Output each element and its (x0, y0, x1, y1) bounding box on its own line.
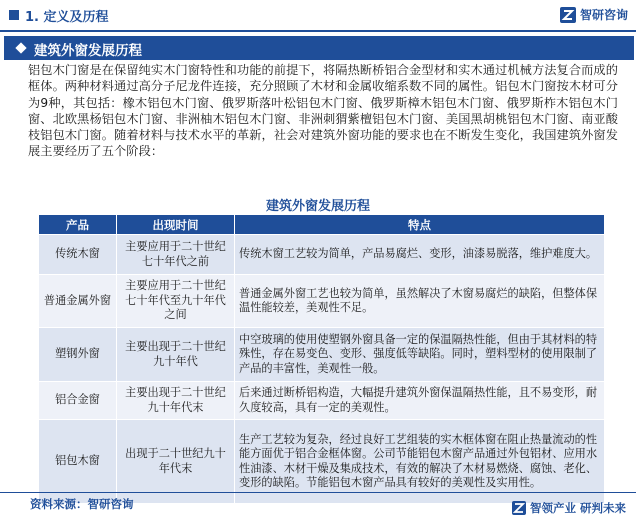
title-bar (4, 36, 634, 60)
table-title: 建筑外窗发展历程 (265, 199, 370, 214)
cell-product: 铝合金窗 (39, 382, 117, 420)
cell-feature: 后来通过断桥铝构造，大幅提升建筑外窗保温隔热性能，且不易变形，耐久度较高，具有一定的美观性。 (235, 382, 605, 420)
table-row (39, 275, 605, 328)
table-row (39, 382, 605, 420)
cell-product: 传统木窗 (39, 235, 117, 275)
cell-feature: 普通金属外窗工艺也较为简单，虽然解决了木窗易腐烂的缺陷，但整体保温性能较差，美观性不足。 (235, 275, 605, 328)
header-feature: 特点 (235, 215, 605, 235)
cell-time: 主要应用于二十世纪七十年代至九十年代之间 (117, 275, 235, 328)
cell-time: 出现于二十世纪九十年代末 (117, 420, 235, 504)
cell-product: 铝包木窗 (39, 420, 117, 504)
top-header (0, 0, 636, 30)
footer-logo-icon (512, 501, 526, 515)
cell-feature: 中空玻璃的使用使塑钢外窗具备一定的保温隔热性能，但由于其材料的特殊性，存在易变色、变形、强度低等缺陷。同时，塑料型材的使用限制了产品的丰富性，美观性一般。 (235, 328, 605, 382)
table-row (39, 420, 605, 504)
cell-time: 主要出现于二十世纪九十年代 (117, 328, 235, 382)
footer-slogan-left: 智领产业 (530, 501, 576, 515)
header-time: 出现时间 (117, 215, 235, 235)
diamond-icon (15, 42, 26, 53)
intro-paragraph: 铝包木门窗是在保留纯实木门窗特性和功能的前提下，将隔热断桥铝合金型材和实木通过机械方法复合而成的框体。两种材料通过高分子尼龙件连接，充分照顾了木材和金属收缩系数不同的属性。铝包木门窗按木材可分为9种，其包括：橡木铝包木门窗、俄罗斯落叶松铝包木门窗、俄罗斯樟木铝包木门窗、俄罗斯柞木铝包木门窗、北欧黑杨铝包木门窗、非洲柚木铝包木门窗、非洲刺猬紫檀铝包木门窗、美国黑胡桃铝包木门窗、南亚酸枝铝包木门窗。随着材料与技术水平的革新，社会对建筑外窗功能的要求也在不断发生变化，我国建筑外窗发展主要经历了五个阶段： (28, 63, 618, 159)
page-title: 建筑外窗发展历程 (34, 43, 142, 59)
cell-product: 普通金属外窗 (39, 275, 117, 328)
brand-name: 智研咨询 (579, 8, 628, 22)
section-title: 1. 定义及历程 (25, 10, 109, 25)
footer-brand (512, 500, 626, 516)
footer-slogan-right: 研判未来 (580, 501, 626, 515)
cell-time: 主要应用于二十世纪七十年代之前 (117, 235, 235, 275)
footer-divider (0, 492, 636, 493)
section-marker-icon (9, 10, 19, 20)
brand-logo (560, 6, 628, 23)
cell-time: 主要出现于二十世纪九十年代末 (117, 382, 235, 420)
cell-product: 塑钢外窗 (39, 328, 117, 382)
table-row (39, 328, 605, 382)
cell-feature: 生产工艺较为复杂，经过良好工艺组装的实木框体窗在阻止热量流动的性能方面优于铝合金框体窗。公司节能铝包木窗产品通过外包铝材、应用水性油漆、木材干燥及集成技术，有效的解决了木材易燃烧、腐蚀、老化、变形的缺陷。节能铝包木窗产品具有较好的美观性及实用性。 (235, 420, 605, 504)
header-product: 产品 (39, 215, 117, 235)
source-note: 资料来源：智研咨询 (30, 497, 134, 511)
table-header-row (39, 215, 605, 235)
brand-logo-icon (560, 7, 576, 23)
cell-feature: 传统木窗工艺较为简单，产品易腐烂、变形，油漆易脱落，维护难度大。 (235, 235, 605, 275)
development-table (38, 214, 605, 504)
header-divider (0, 30, 636, 32)
table-row (39, 235, 605, 275)
